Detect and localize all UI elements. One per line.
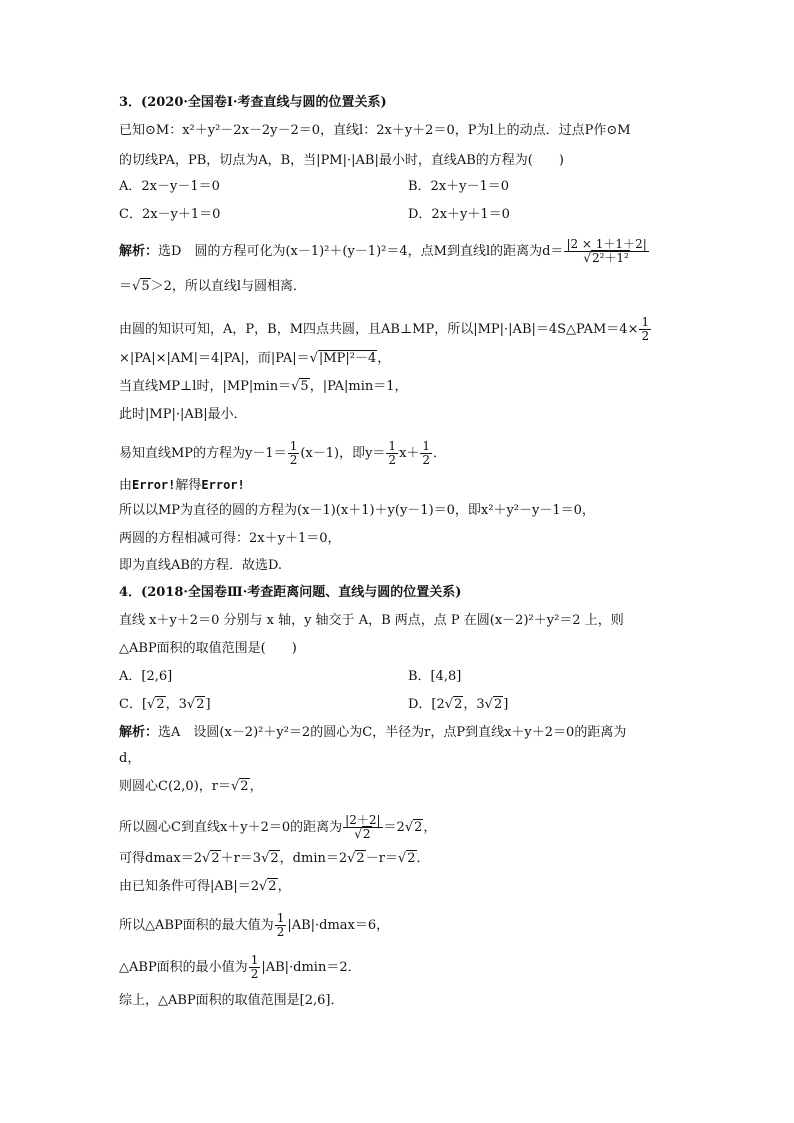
q4-option-b: B．[4,8] <box>408 669 462 684</box>
q4-solution-line4: 所以圆心C到直线x＋y＋2＝0的距离为 $\frac{|2+2|}{√2}$ ＝2√2， <box>119 813 437 841</box>
solution-label: 解析： <box>119 244 159 259</box>
q3-stem-line2: 的切线PA，PB，切点为A，B，当|PM|·|AB|最小时，直线AB的方程为( ) <box>119 153 564 168</box>
q3-solution-line7: 易知直线MP的方程为y－1＝ $\frac{1}{2}$ (x－1)，即y＝ $\frac{1}{2}$ x＋ $\frac{1}{2}$ ． <box>119 439 447 467</box>
q4-solution-line5: 可得dmax＝2√2＋r＝3√2，dmin＝2√2－r＝√2． <box>119 851 430 866</box>
q4-solution-line1: 解析：选A 设圆(x－2)²＋y²＝2的圆心为C，半径为r，点P到直线x＋y＋2＝0的距离为 <box>119 725 627 740</box>
q4-solution-line2: d， <box>119 751 141 766</box>
q3-option-c: C．2x－y＋1＝0 <box>119 207 221 222</box>
q3-solution-line10: 两圆的方程相减可得：2x＋y＋1＝0， <box>119 531 341 546</box>
q3-option-d: D．2x＋y＋1＝0 <box>408 207 510 222</box>
q3-solution-line2: ＝√5＞2，所以直线l与圆相离． <box>119 279 307 294</box>
q3-solution-line9: 所以以MP为直径的圆的方程为(x－1)(x＋1)＋y(y－1)＝0，即x²＋y²－y－1＝0， <box>119 503 595 518</box>
q3-solution-line1: 解析：选D 圆的方程可化为(x－1)²＋(y－1)²＝4，点M到直线l的距离为d＝ $\frac{|2 \times 1+1+2|}{\text{√2²＋1²}}$ <box>119 237 647 265</box>
solution-label: 解析： <box>119 725 159 740</box>
q4-solution-line3: 则圆心C(2,0)，r＝√2， <box>119 779 263 794</box>
distance-fraction: $\frac{|2 \times 1+1+2|}{\text{√2²＋1²}}$ <box>566 237 647 265</box>
q4-option-a: A．[2,6] <box>119 669 173 684</box>
q3-stem-line1: 已知⊙M：x²＋y²－2x－2y－2＝0，直线l：2x＋y＋2＝0，P为l上的动点．过点P作⊙M <box>119 123 631 138</box>
q4-solution-line6: 由已知条件可得|AB|＝2√2， <box>119 879 291 894</box>
q3-option-b: B．2x＋y－1＝0 <box>408 179 510 194</box>
q4-stem-line1: 直线 x＋y＋2＝0 分别与 x 轴，y 轴交于 A，B 两点，点 P 在圆(x－2)²＋y²＝2 上，则 <box>119 613 624 628</box>
q4-option-d: D．[2√2，3√2] <box>408 697 509 712</box>
q4-solution-line7: 所以△ABP面积的最大值为 $\frac{1}{2}$ |AB|·dmax＝6， <box>119 911 390 939</box>
q3-option-a: A．2x－y－1＝0 <box>119 179 220 194</box>
q4-solution-line8: △ABP面积的最小值为 $\frac{1}{2}$ |AB|·dmin＝2． <box>119 953 361 981</box>
q3-solution-line5: 当直线MP⊥l时，|MP|min＝√5，|PA|min＝1， <box>119 379 408 394</box>
q4-solution-line9: 综上，△ABP面积的取值范围是[2,6]． <box>119 993 344 1008</box>
q4-stem-line2: △ABP面积的取值范围是( ) <box>119 641 297 656</box>
q3-solution-line4: ×|PA|×|AM|＝4|PA|，而|PA|＝√|MP|²－4， <box>119 351 391 366</box>
q3-solution-line6: 此时|MP|·|AB|最小． <box>119 407 247 422</box>
q4-option-c: C．[√2，3√2] <box>119 697 211 712</box>
q3-solution-line11: 即为直线AB的方程．故选D. <box>119 558 283 573</box>
q3-solution-line3: 由圆的知识可知，A，P，B，M四点共圆，且AB⊥MP，所以|MP|·|AB|＝4S△PAM＝4× $\frac{1}{2}$ <box>119 315 650 343</box>
q4-title: 4．(2018·全国卷Ⅲ·考查距离问题、直线与圆的位置关系) <box>119 585 462 600</box>
q3-title: 3．(2020·全国卷Ⅰ·考查直线与圆的位置关系) <box>119 95 387 110</box>
q3-solution-line8: 由Error!解得Error! <box>119 478 245 493</box>
